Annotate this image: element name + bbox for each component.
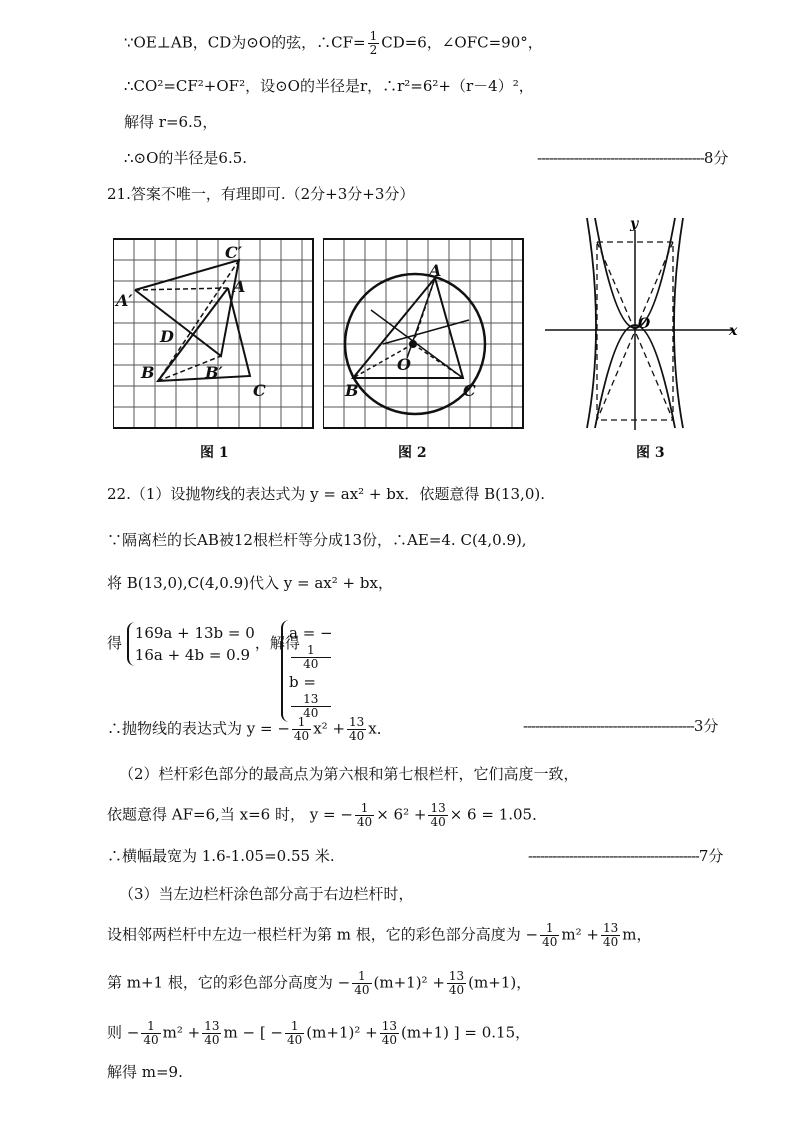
q22-equation-system [107, 622, 300, 666]
q20-line1-text-a: ∵OE⊥AB，CD为⊙O的弦，∴CF= [124, 33, 366, 52]
fraction-num: 1 [355, 802, 374, 816]
q22-p1-line1: 22.（1）设抛物线的表达式为 y = ax² + bx．依题意得 B(13,0). [107, 485, 545, 503]
fraction-den: 40 [204, 1033, 220, 1047]
fraction-den: 40 [287, 1033, 303, 1047]
q22-score-1: ------------------------------------------3分 [523, 717, 719, 735]
q21-header: 21.答案不唯一，有理即可.（2分+3分+3分） [107, 185, 415, 203]
q22-p1-result [107, 716, 392, 743]
solution-brace [281, 620, 333, 722]
fraction-num: 13 [204, 1019, 220, 1033]
x-axis-label: x [729, 323, 738, 339]
q22-de: 得 [107, 634, 123, 652]
fraction-den: 40 [448, 983, 465, 997]
fraction-num: 13 [349, 715, 365, 729]
fraction-1 [540, 922, 559, 949]
fraction-2 [202, 1020, 221, 1047]
q20-line1-text-b: CD=6，∠OFC=90°， [381, 33, 543, 52]
p3-l4-mid2: m − [ − [223, 1023, 284, 1042]
score-text: 7分 [698, 847, 724, 865]
fraction-num: 1 [292, 716, 311, 730]
fraction-num: 1 [285, 1020, 304, 1034]
figure-2-circle-diagram [323, 238, 525, 430]
fraction-a [291, 644, 331, 671]
label-b: B [345, 381, 359, 400]
fraction-num: 13 [602, 921, 619, 935]
fraction-den: 40 [381, 1033, 397, 1047]
fraction-2 [447, 970, 466, 997]
figure-2-caption: 图 2 [398, 445, 427, 461]
figure-3-caption: 图 3 [636, 445, 665, 461]
fraction-num: 13 [291, 693, 331, 707]
fraction-1 [355, 802, 374, 829]
fraction-half [368, 30, 380, 57]
label-c: C [253, 381, 266, 400]
center-point [409, 340, 417, 348]
figure-1-caption: 图 1 [200, 445, 229, 461]
label-a: A [429, 261, 442, 280]
solution-a [289, 622, 333, 671]
solution-b-pre: b = [289, 673, 316, 691]
q20-line4: ∴⊙O的半径是6.5. [124, 149, 248, 167]
q22-p3-line2 [107, 922, 651, 949]
fraction-den: 40 [293, 729, 310, 743]
system-equations [127, 622, 255, 666]
y-axis-label: y [630, 216, 639, 232]
fraction-1 [352, 970, 371, 997]
fraction-num: 1 [141, 1020, 160, 1034]
fraction-den: 40 [356, 815, 373, 829]
q22-score-2: ------------------------------------------7分 [528, 847, 724, 865]
fraction-2 [428, 802, 447, 829]
fraction-num: 1 [369, 29, 378, 43]
fraction-num: 1 [540, 922, 559, 936]
fraction-3 [285, 1020, 304, 1047]
label-b-prime: B′ [205, 363, 223, 382]
p2-mid: × 6² + [376, 805, 427, 824]
label-c-prime: C′ [225, 243, 242, 262]
fraction-2 [347, 716, 366, 743]
q20-line1 [124, 30, 543, 57]
q22-p1-line3: 将 B(13,0),C(4,0.9)代入 y = ax² + bx， [107, 574, 393, 592]
q22-p3-line5: 解得 m=9. [107, 1063, 183, 1081]
p2-pre: 依题意得 AF=6,当 x=6 时， y = − [107, 805, 353, 824]
p3-l2-pre: 设相邻两栏杆中左边一根栏杆为第 m 根，它的彩色部分高度为 − [107, 925, 539, 944]
system-solution [281, 620, 333, 722]
figure-1-grid-diagram [113, 238, 315, 430]
fraction-num: 13 [448, 969, 465, 983]
fraction-1 [292, 716, 311, 743]
equation-1: 169a + 13b = 0 [134, 624, 255, 642]
fraction-den: 40 [430, 815, 446, 829]
p3-l4-mid1: m² + [162, 1023, 201, 1042]
result-pre: ∴抛物线的表达式为 y = − [107, 719, 290, 738]
label-a: A [233, 277, 246, 296]
fraction-den: 40 [143, 1033, 159, 1047]
result-mid: x² + [313, 719, 346, 738]
fraction-den: 40 [354, 983, 370, 997]
label-o: O [397, 355, 411, 374]
p3-l2-mid: m² + [561, 925, 599, 944]
q22-p3-line1: （3）当左边栏杆涂色部分高于右边栏杆时， [119, 885, 414, 903]
q22-p2-line3: ∴横幅最宽为 1.6-1.05=0.55 米. [107, 847, 335, 865]
p3-l3-end: (m+1)， [468, 973, 532, 992]
p3-l3-mid: (m+1)² + [373, 973, 445, 992]
q22-p3-line3 [107, 970, 531, 997]
fraction-den: 40 [303, 657, 319, 671]
q20-score: -----------------------------------------8分 [537, 149, 729, 167]
fraction-den: 40 [349, 729, 365, 743]
q20-line3: 解得 r=6.5， [124, 113, 218, 131]
solution-b [289, 671, 333, 720]
p3-l4-mid3: (m+1)² + [306, 1023, 378, 1042]
result-end: x． [368, 719, 392, 738]
q20-score-text: 8分 [703, 149, 729, 167]
score-text: 3分 [693, 717, 719, 735]
p3-l4-pre: 则 − [107, 1023, 140, 1042]
q22-p2-line2 [107, 802, 547, 829]
fraction-den: 40 [602, 935, 619, 949]
q22-p3-line4 [107, 1020, 530, 1047]
fraction-num: 1 [352, 970, 371, 984]
fraction-num: 13 [430, 801, 446, 815]
fraction-den: 40 [542, 935, 558, 949]
equation-2: 16a + 4b = 0.9 [134, 646, 251, 664]
fraction-den: 40 [303, 706, 319, 720]
label-a-prime: A′ [116, 291, 133, 310]
fraction-1 [141, 1020, 160, 1047]
fraction-4 [380, 1020, 399, 1047]
label-b: B [141, 363, 155, 382]
q22-p2-line1: （2）栏杆彩色部分的最高点为第六根和第七根栏杆，它们高度一致， [119, 765, 579, 783]
q22-p1-line2: ∵隔离栏的长AB被12根栏杆等分成13份，∴AE=4. C(4,0.9), [107, 531, 527, 549]
q20-line2: ∴CO²=CF²+OF²，设⊙O的半径是r，∴r²=6²+（r－4）²， [124, 77, 534, 95]
p3-l4-end: (m+1) ] = 0.15， [400, 1023, 531, 1042]
figure-3-parabola-diagram [545, 210, 745, 435]
label-c: C [463, 381, 476, 400]
solution-a-pre: a = − [289, 624, 333, 642]
fraction-num: 13 [381, 1019, 397, 1033]
origin-label: O [638, 316, 651, 332]
fraction-2 [601, 922, 620, 949]
fraction-num: 1 [291, 644, 331, 658]
label-d: D [160, 327, 174, 346]
fraction-den: 2 [369, 43, 378, 57]
p3-l2-end: m， [622, 925, 652, 944]
q22-solve-text: ，解得 [254, 634, 300, 652]
p3-l3-pre: 第 m+1 根，它的彩色部分高度为 − [107, 973, 351, 992]
p2-end: × 6 = 1.05． [449, 805, 548, 824]
